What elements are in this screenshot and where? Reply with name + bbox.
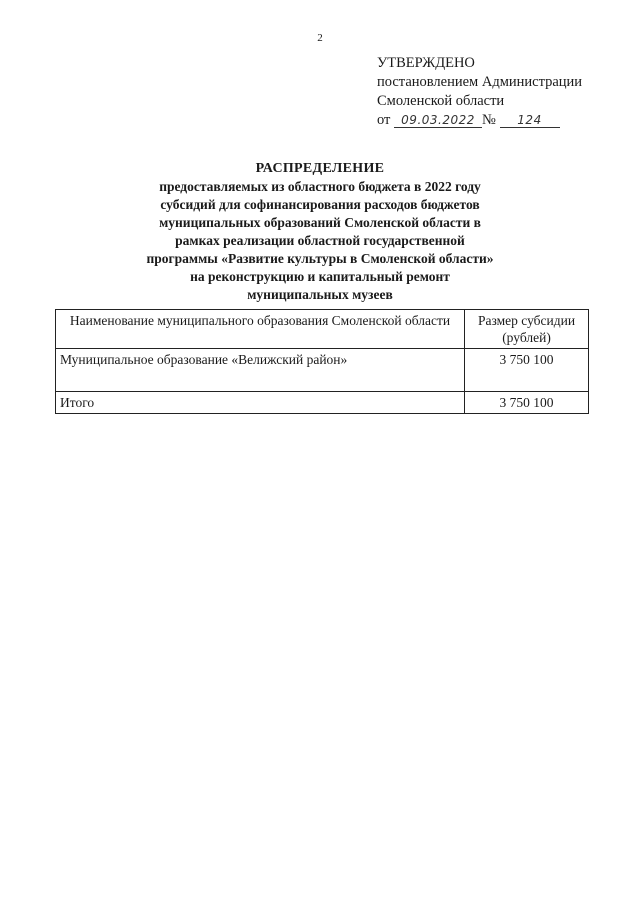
approval-from-label: от xyxy=(377,112,391,128)
total-amount: 3 750 100 xyxy=(465,392,589,414)
page-number: 2 xyxy=(317,32,323,44)
row-name: Муниципальное образование «Велижский район» xyxy=(56,349,465,392)
table-total-row xyxy=(56,392,589,414)
heading-subtitle-line: предоставляемых из областного бюджета в 2022 году xyxy=(159,179,481,194)
table-header-row xyxy=(56,310,589,349)
heading-subtitle-line: рамках реализации областной государственной xyxy=(175,233,465,248)
table-row xyxy=(56,349,589,392)
heading-subtitle-line: субсидий для софинансирования расходов бюджетов xyxy=(160,197,480,212)
header-name: Наименование муниципального образования Смоленской области xyxy=(56,310,465,349)
header-amount: Размер субсидии (рублей) xyxy=(465,310,589,349)
approval-date-line xyxy=(377,111,627,130)
heading-subtitle-line: муниципальных музеев xyxy=(247,287,393,302)
heading-title: РАСПРЕДЕЛЕНИЕ xyxy=(255,161,385,176)
subsidy-table xyxy=(55,309,589,414)
total-label: Итого xyxy=(56,392,465,414)
approval-date: 09.03.2022 xyxy=(394,113,482,128)
approval-number: 124 xyxy=(500,113,560,128)
approval-line-2: Смоленской области xyxy=(377,93,505,109)
document-heading xyxy=(100,160,540,304)
approval-line-1: постановлением Администрации xyxy=(377,74,583,90)
approval-number-label: № xyxy=(482,112,496,128)
heading-subtitle-line: программы «Развитие культуры в Смоленской области» xyxy=(146,251,494,266)
approval-block xyxy=(377,54,627,130)
heading-subtitle-line: муниципальных образований Смоленской области в xyxy=(159,215,481,230)
row-amount: 3 750 100 xyxy=(465,349,589,392)
heading-subtitle-line: на реконструкцию и капитальный ремонт xyxy=(190,269,450,284)
approval-title: УТВЕРЖДЕНО xyxy=(377,55,475,71)
